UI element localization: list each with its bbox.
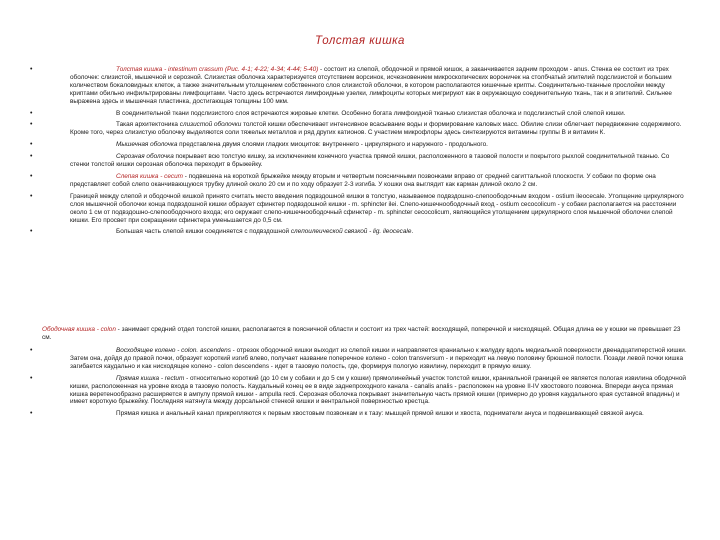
paragraph xyxy=(70,110,688,118)
term: Серозная оболочка xyxy=(116,153,174,161)
paragraph-pre: Большая часть слепой кишки соединяется с подвздошной xyxy=(116,228,291,236)
list-item xyxy=(28,410,688,418)
bullet-icon: • xyxy=(30,347,33,354)
section-2-heading xyxy=(42,326,682,342)
bullet-icon: • xyxy=(30,141,33,149)
list-item xyxy=(28,66,688,106)
bullet-icon: • xyxy=(30,153,33,161)
paragraph-text: - отрезок ободочной кишки выходит из слепой кишки и направляется краниально к желудку вдоль медиальной поверхности двенадцатиперстной кишки. Затем она, дойдя до правой почки, образует короткий изгиб влево, получает название поперечное колено - colon transversum - и переходит на левую половину брюшной полости. Позади левой почки кишка загибается каудально и как нисходящее колено - colon descendens - идет в тазовую полость, где, формируя пологую извилину, переходит в прямую кишку. xyxy=(70,347,687,370)
paragraph-text: - подвешена на короткой брыжейке между вторым и четвертым поясничными позвонками вправо от средней сагиттальной плоскости. У собаки по форме она представляет собой слепо оканчивающуюся трубку длиной около 20 см и по ходу образует 2-3 изгиба. У кошки она выглядит как карман длиной около 2 см. xyxy=(70,172,656,188)
paragraph xyxy=(70,141,688,149)
paragraph xyxy=(70,410,644,417)
bullet-icon: • xyxy=(30,172,33,180)
section-2-list xyxy=(28,347,688,422)
paragraph-text: представлена двумя слоями гладких миоцитов: внутреннего - циркулярного и наружного - продольного. xyxy=(177,141,488,149)
list-item xyxy=(28,228,688,236)
list-item xyxy=(28,121,688,137)
paragraph xyxy=(70,228,688,236)
paragraph xyxy=(70,347,687,370)
list-item xyxy=(28,375,688,407)
paragraph-text: - состоит из слепой, ободочной и прямой кишок, а заканчивается задним проходом - anus. Стенка ее состоит из трех оболочек: слизистой, мышечной и серозной. Слизистая оболочка характеризуется отсутствием ворсинок, исчезновением микроскопических вороничек на столбчатый эпителий подслизистой и большим количеством бокаловидных клеток, а также значительным утолщением собственного слоя слизистой оболочки, в котором располагаются кишечные крипты. Соединительно-тканные прослойки между криптами обильно инфильтрированы лимфоцитами. Часто здесь встречаются лимфоидные узелки, лимфоциты которых мигрируют как в окружающую соединительную ткань, так и в эпителий. Сильнее выражена здесь и мышечная пластинка, достигающая толщины 100 мкм. xyxy=(70,66,672,105)
paragraph xyxy=(70,153,688,169)
term: Слепая кишка - cecum xyxy=(116,172,183,180)
paragraph-text: . xyxy=(411,228,414,236)
paragraph xyxy=(70,173,688,189)
term: Восходящее колено - colon. ascendens xyxy=(116,347,231,354)
bullet-icon: • xyxy=(30,374,33,382)
paragraph-text: Прямая кишка и анальный канал прикрепляются к первым хвостовым позвонкам и к тазу: мышцей прямой кишки и хвоста, подниматели ануса и подвешивающей связкой ануса. xyxy=(116,410,644,418)
paragraph-text: В соединительной ткани подслизистого слоя встречаются жировые клетки. Особенно богата лимфоидной тканью слизистая оболочка и подслизистый слой слепой кишки. xyxy=(116,109,626,117)
bullet-icon: • xyxy=(30,192,33,200)
term: слизистой оболочки xyxy=(179,121,242,129)
list-item xyxy=(28,110,688,118)
list-item xyxy=(28,193,688,225)
term: слепоилеической связкой - lig. ileocecale xyxy=(290,228,412,236)
paragraph-text: - занимает средний отдел толстой кишки, располагается в поясничной области и состоит из трех частей: восходящей, поперечной и нисходящей. Общая длина ее у кошки не превышает 23 см. xyxy=(42,326,681,341)
paragraph-text: толстой кишки обеспечивает интенсивное всасывание воды и формирование каловых масс. Обилие слизи облегчает передвижение содержимого. Кроме того, через слизистую оболочку выделяются соли тяжелых металлов и ряд других катионов. С участием микрофлоры здесь синтезируются витамины группы В и витамин К. xyxy=(70,121,682,137)
term: Мышечная оболочка xyxy=(116,141,178,149)
list-item xyxy=(28,347,688,371)
term: Прямая кишка - rectum xyxy=(116,374,185,382)
list-item xyxy=(28,173,688,189)
paragraph-text: покрывает всю толстую кишку, за исключением конечного участка прямой кишки, расположенного в тазовой полости и покрытого рыхлой соединительной тканью. Со стенки толстой кишки серозная оболочка переходит в брыжейку. xyxy=(70,153,670,169)
bullet-icon: • xyxy=(30,109,33,117)
paragraph xyxy=(70,121,688,137)
term: Толстая кишка - intestinum crassum (Рис. 4-1; 4-22; 4-34; 4-44; 5-40) xyxy=(116,66,319,73)
paragraph xyxy=(70,193,688,225)
bullet-icon: • xyxy=(30,121,33,129)
section-1-list xyxy=(28,66,688,240)
page-title: Толстая кишка xyxy=(315,35,405,47)
bullet-icon: • xyxy=(30,66,33,73)
term: Ободочная кишка - colon xyxy=(42,326,116,333)
paragraph-pre: Такая архитектоника xyxy=(116,121,180,129)
bullet-icon: • xyxy=(30,410,33,418)
paragraph xyxy=(70,66,688,106)
paragraph xyxy=(70,375,686,406)
list-item xyxy=(28,141,688,149)
list-item xyxy=(28,153,688,169)
paragraph-text: Границей между слепой и ободочной кишкой принято считать место введения подвздошной кишки в толстую, называемое подвздошно-слепоободочным входом - ostium ileocecale. Утолщение циркулярного слоя мышечной оболочки конца подвздошной кишки образует сфинктер подвздошной кишки - m. sphincter ilei. Слепо-кишечноободочный вход - ostium cecocolicum - у собаки располагается на расстоянии около 1 см от подвздошно-слепоободочного входа; его окружает слепо-кишечноободочный сфинктер - m. sphincter cecocolicum, являющийся утолщением циркулярного слоя мышечной оболочки слепой кишки. Его просвет при сокращении сфинктера уменьшается до 0,5 см. xyxy=(70,192,684,224)
bullet-icon: • xyxy=(30,228,33,236)
paragraph-text: - относительно короткий (до 10 см у собаки и до 5 см у кошки) прямолинейный участок толстой кишки, краниальной границей ее является пологая извилина ободочной кишки, расположенная на уровне входа в тазовую полость. Каудальный конец ее в виде заднепроходного канала - canalis analis - расположен на уровне II-IV хвостового позвонка. Впереди ануса прямая кишка веретенообразно расширяется в ампулу прямой кишки - ampulla recti. Серозная оболочка покрывает значительную часть прямой кишки (примерно до уровня каудального края суставной впадины) и имеет короткую брыжейку. Последняя натянута между дорсальной стенкой кишки и вентральной поверхностью крестца. xyxy=(70,374,686,406)
